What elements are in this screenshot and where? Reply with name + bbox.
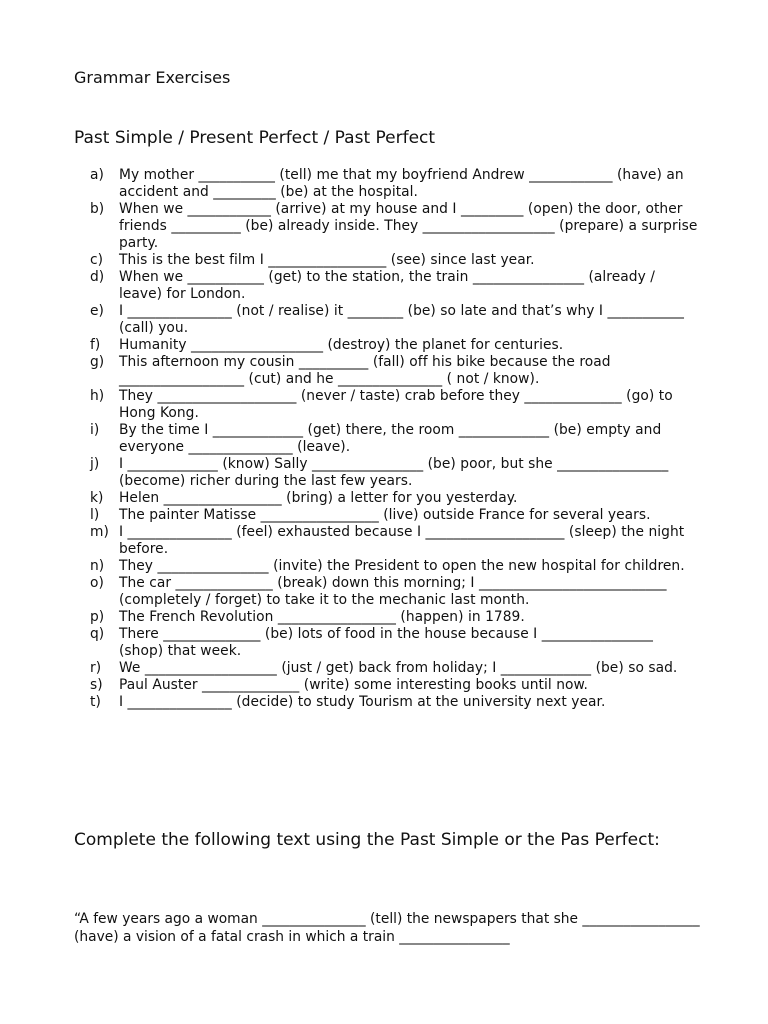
exercise-item: [90, 507, 700, 524]
exercise-sentence: Humanity ___________________ (destroy) the planet for centuries.: [119, 337, 564, 353]
exercise-item: [90, 201, 700, 252]
exercise-sentence: When we ____________ (arrive) at my house and I _________ (open) the door, other friends __________ (be) already inside. They ___________________ (prepare) a surprise party.: [119, 201, 698, 251]
exercise-item: [90, 388, 700, 422]
exercise-item: [90, 303, 700, 337]
exercise-item: [90, 660, 700, 677]
exercise-item: [90, 524, 700, 558]
exercise-letter: d): [90, 269, 105, 285]
exercise-letter: j): [90, 456, 100, 472]
exercise-sentence: This is the best film I _________________ (see) since last year.: [119, 252, 535, 268]
exercise-letter: o): [90, 575, 104, 591]
exercise-sentence: My mother ___________ (tell) me that my boyfriend Andrew ____________ (have) an accident and _________ (be) at the hospital.: [119, 167, 684, 200]
exercise-sentence: There ______________ (be) lots of food in the house because I ________________ (shop) that week.: [119, 626, 653, 659]
exercise-item: [90, 677, 700, 694]
exercise-letter: a): [90, 167, 104, 183]
exercise-letter: i): [90, 422, 100, 438]
exercise-letter: f): [90, 337, 101, 353]
exercise-letter: r): [90, 660, 102, 676]
exercise-sentence: The French Revolution _________________ (happen) in 1789.: [119, 609, 525, 625]
exercise-letter: q): [90, 626, 105, 642]
exercise-item: [90, 167, 700, 201]
exercise-sentence: I _______________ (decide) to study Tourism at the university next year.: [119, 694, 606, 710]
exercise-sentence: This afternoon my cousin __________ (fall) off his bike because the road __________________ (cut) and he _______________ ( not / know).: [119, 354, 611, 387]
exercise-letter: c): [90, 252, 104, 268]
exercise-sentence: The car ______________ (break) down this morning; I ___________________________ (completely / forget) to take it to the mechanic last month.: [119, 575, 667, 608]
exercise-item: [90, 252, 700, 269]
exercise-sentence: I _____________ (know) Sally ________________ (be) poor, but she ________________ (become) richer during the last few years.: [119, 456, 669, 489]
exercise-letter: k): [90, 490, 104, 506]
exercise-letter: g): [90, 354, 105, 370]
exercise-item: [90, 558, 700, 575]
exercise-letter: l): [90, 507, 100, 523]
exercise-letter: b): [90, 201, 105, 217]
exercise-item: [90, 354, 700, 388]
exercise-letter: n): [90, 558, 105, 574]
exercise-letter: t): [90, 694, 101, 710]
exercise-letter: p): [90, 609, 105, 625]
exercise-sentence: Paul Auster ______________ (write) some interesting books until now.: [119, 677, 588, 693]
exercise-sentence: The painter Matisse _________________ (live) outside France for several years.: [119, 507, 651, 523]
exercise-item: [90, 490, 700, 507]
exercise-item: [90, 456, 700, 490]
section-heading: Past Simple / Present Perfect / Past Perfect: [74, 128, 436, 148]
exercise-item: [90, 626, 700, 660]
exercise-sentence: They ____________________ (never / taste) crab before they ______________ (go) to Hong Kong.: [119, 388, 673, 421]
exercise-letter: h): [90, 388, 105, 404]
exercise-sentence: By the time I _____________ (get) there, the room _____________ (be) empty and everyone _______________ (leave).: [119, 422, 662, 455]
exercise-item: [90, 609, 700, 626]
exercise-sentence: I _______________ (feel) exhausted because I ____________________ (sleep) the night before.: [119, 524, 685, 557]
exercise-sentence: We ___________________ (just / get) back from holiday; I _____________ (be) so sad.: [119, 660, 678, 676]
exercise-item: [90, 694, 700, 711]
exercise-item: [90, 269, 700, 303]
exercise-letter: e): [90, 303, 104, 319]
exercise-list: [90, 167, 700, 711]
exercise-item: [90, 422, 700, 456]
exercise-sentence: They ________________ (invite) the President to open the new hospital for children.: [119, 558, 685, 574]
exercise-item: [90, 337, 700, 354]
exercise-sentence: Helen _________________ (bring) a letter for you yesterday.: [119, 490, 518, 506]
exercise-item: [90, 575, 700, 609]
exercise-sentence: I _______________ (not / realise) it ________ (be) so late and that’s why I ___________ (call) you.: [119, 303, 684, 336]
passage-text: “A few years ago a woman _______________ (tell) the newspapers that she _________________ (have) a vision of a fatal crash in which a train ________________: [74, 911, 700, 945]
exercise-letter: s): [90, 677, 103, 693]
exercise-letter: m): [90, 524, 109, 540]
page-title: Grammar Exercises: [74, 68, 231, 87]
exercise-sentence: When we ___________ (get) to the station, the train ________________ (already / leave) for London.: [119, 269, 655, 302]
second-section-heading: Complete the following text using the Past Simple or the Pas Perfect:: [74, 830, 660, 850]
